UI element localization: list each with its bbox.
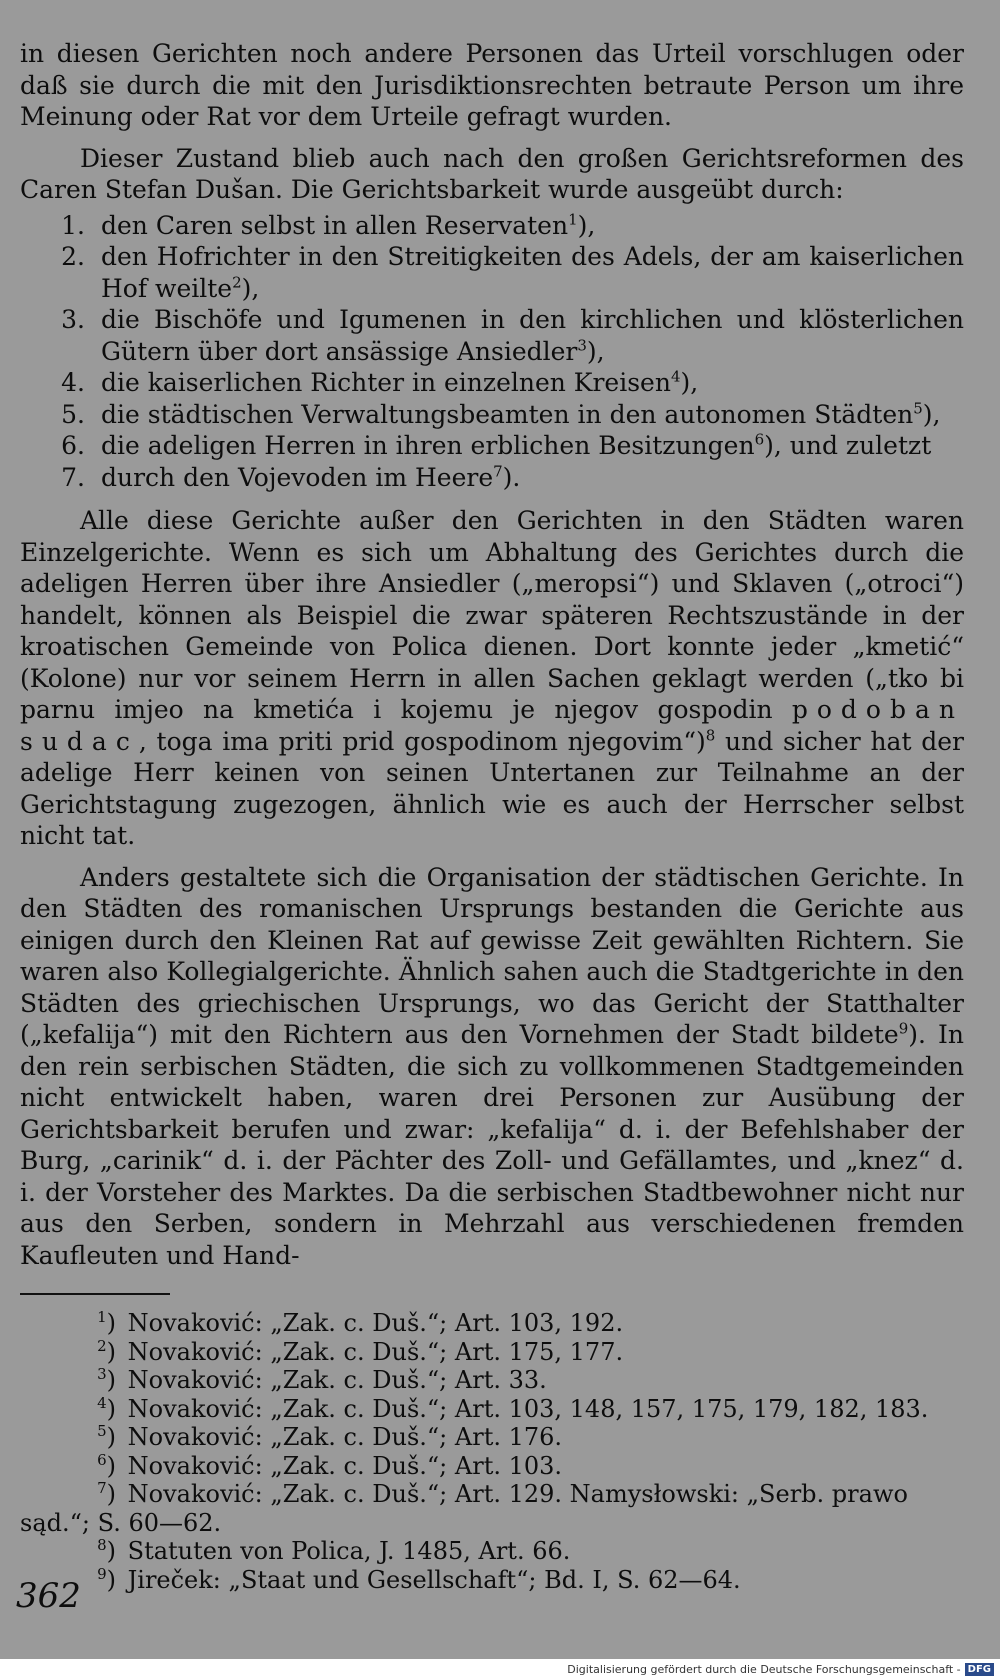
list-item: 5. die städtischen Verwaltungsbeamten in den autonomen Städten$^5$),	[61, 399, 941, 429]
footnote-divider	[20, 1293, 170, 1295]
footnote: $^5$) Novaković: „Zak. c. Duš.“; Art. 176.	[97, 1422, 563, 1451]
list-item: 7. durch den Vojevoden im Heere$^7$).	[61, 462, 521, 492]
footnote: $^4$) Novaković: „Zak. c. Duš.“; Art. 103, 148, 157, 175, 179, 182, 183.	[97, 1393, 929, 1423]
paragraph-3: Alle diese Gerichte außer den Gerichten in den Städten waren Einzelgerichte. Wenn es sich um Abhaltung des Gerichtes durch die adeligen Herren über ihre Ansiedler („meropsi“) und Sklaven („otroci“) handelt, können als Beispiel die zwar späteren Rechtszustände in der kroatischen Gemeinde von Polica dienen. Dort konnte jeder „kmetić“ (Kolone) nur vor seinem Herrn in allen Sachen geklagt werden („tko bi parnu imjeo na kmetića i kojemu je njegov gospodin podoban sudac, toga ima priti prid gospodinom njegovim“)$^8$ und sicher hat der adelige Herr keinen von seinen Untertanen zur Teilnahme an der Gerichtstagung zugezogen, ähnlich wie es auch der Herrscher selbst nicht tat.	[20, 506, 965, 850]
digitization-footer	[0, 1659, 1000, 1679]
paragraph-4: Anders gestaltete sich die Organisation der städtischen Gerichte. In den Städten des romanischen Ursprungs bestanden die Gerichte aus einigen durch den Kleinen Rat auf gewisse Zeit gewählten Richtern. Sie waren also Kollegialgerichte. Ähnlich sahen auch die Stadtgerichte in den Städten des griechischen Ursprungs, wo das Gericht der Statthalter („kefalija“) mit den Richtern aus den Vornehmen der Stadt bildete$^9$). In den rein serbischen Städten, die sich zu vollkommenen Stadtgemeinden nicht entwickelt haben, waren drei Personen zur Ausübung der Gerichtsbarkeit berufen und zwar: „kefalija“ d. i. der Befehlshaber der Burg, „carinik“ d. i. der Pächter des Zoll- und Gefällamtes, und „knez“ d. i. der Vorsteher des Marktes. Da die serbischen Stadtbewohner nicht nur aus den Serben, sondern in Mehrzahl aus verschiedenen fremden Kaufleuten und Hand-	[20, 862, 964, 1270]
list-item: 2. den Hofrichter in den Streitigkeiten des Adels, der am kaiserlichen Hof weilte$^2$),	[61, 242, 964, 303]
page-number: 362	[16, 1576, 81, 1616]
footnote: $^1$) Novaković: „Zak. c. Duš.“; Art. 103, 192.	[97, 1308, 624, 1337]
spaced-emphasis: podoban sudac	[20, 695, 964, 756]
footnote: $^2$) Novaković: „Zak. c. Duš.“; Art. 175, 177.	[97, 1336, 624, 1366]
page-text	[20, 38, 964, 1594]
list-item: 4. die kaiserlichen Richter in einzelnen Kreisen$^4$),	[61, 367, 699, 397]
list-item: 1. den Caren selbst in allen Reservaten$^1$),	[61, 210, 596, 240]
footnote: $^6$) Novaković: „Zak. c. Duš.“; Art. 103.	[97, 1450, 563, 1480]
paragraph-2: Dieser Zustand blieb auch nach den großen Gerichtsreformen des Caren Stefan Dušan. Die Gerichtsbarkeit wurde ausgeübt durch:	[20, 143, 964, 204]
dfg-logo: DFG	[965, 1663, 994, 1676]
footer-text: Digitalisierung gefördert durch die Deutsche Forschungsgemeinschaft -	[567, 1662, 961, 1676]
footnote: $^3$) Novaković: „Zak. c. Duš.“; Art. 33.	[97, 1365, 547, 1394]
footnotes	[20, 1309, 964, 1594]
court-list	[20, 210, 964, 494]
footnote: $^7$) Novaković: „Zak. c. Duš.“; Art. 129. Namysłowski: „Serb. prawo sąd.“; S. 60—62.	[20, 1479, 908, 1537]
footnote: $^9$) Jireček: „Staat und Gesellschaft“; Bd. I, S. 62—64.	[97, 1564, 741, 1594]
footnote: $^8$) Statuten von Polica, J. 1485, Art. 66.	[97, 1536, 571, 1565]
paragraph-1: in diesen Gerichten noch andere Personen das Urteil vorschlugen oder daß sie durch die mit den Jurisdiktionsrechten betraute Person um ihre Meinung oder Rat vor dem Urteile gefragt wurden.	[20, 39, 964, 131]
list-item: 3. die Bischöfe und Igumenen in den kirchlichen und klösterlichen Gütern über dort ansässige Ansiedler$^3$),	[61, 305, 964, 366]
list-item: 6. die adeligen Herren in ihren erblichen Besitzungen$^6$), und zuletzt	[61, 430, 932, 460]
